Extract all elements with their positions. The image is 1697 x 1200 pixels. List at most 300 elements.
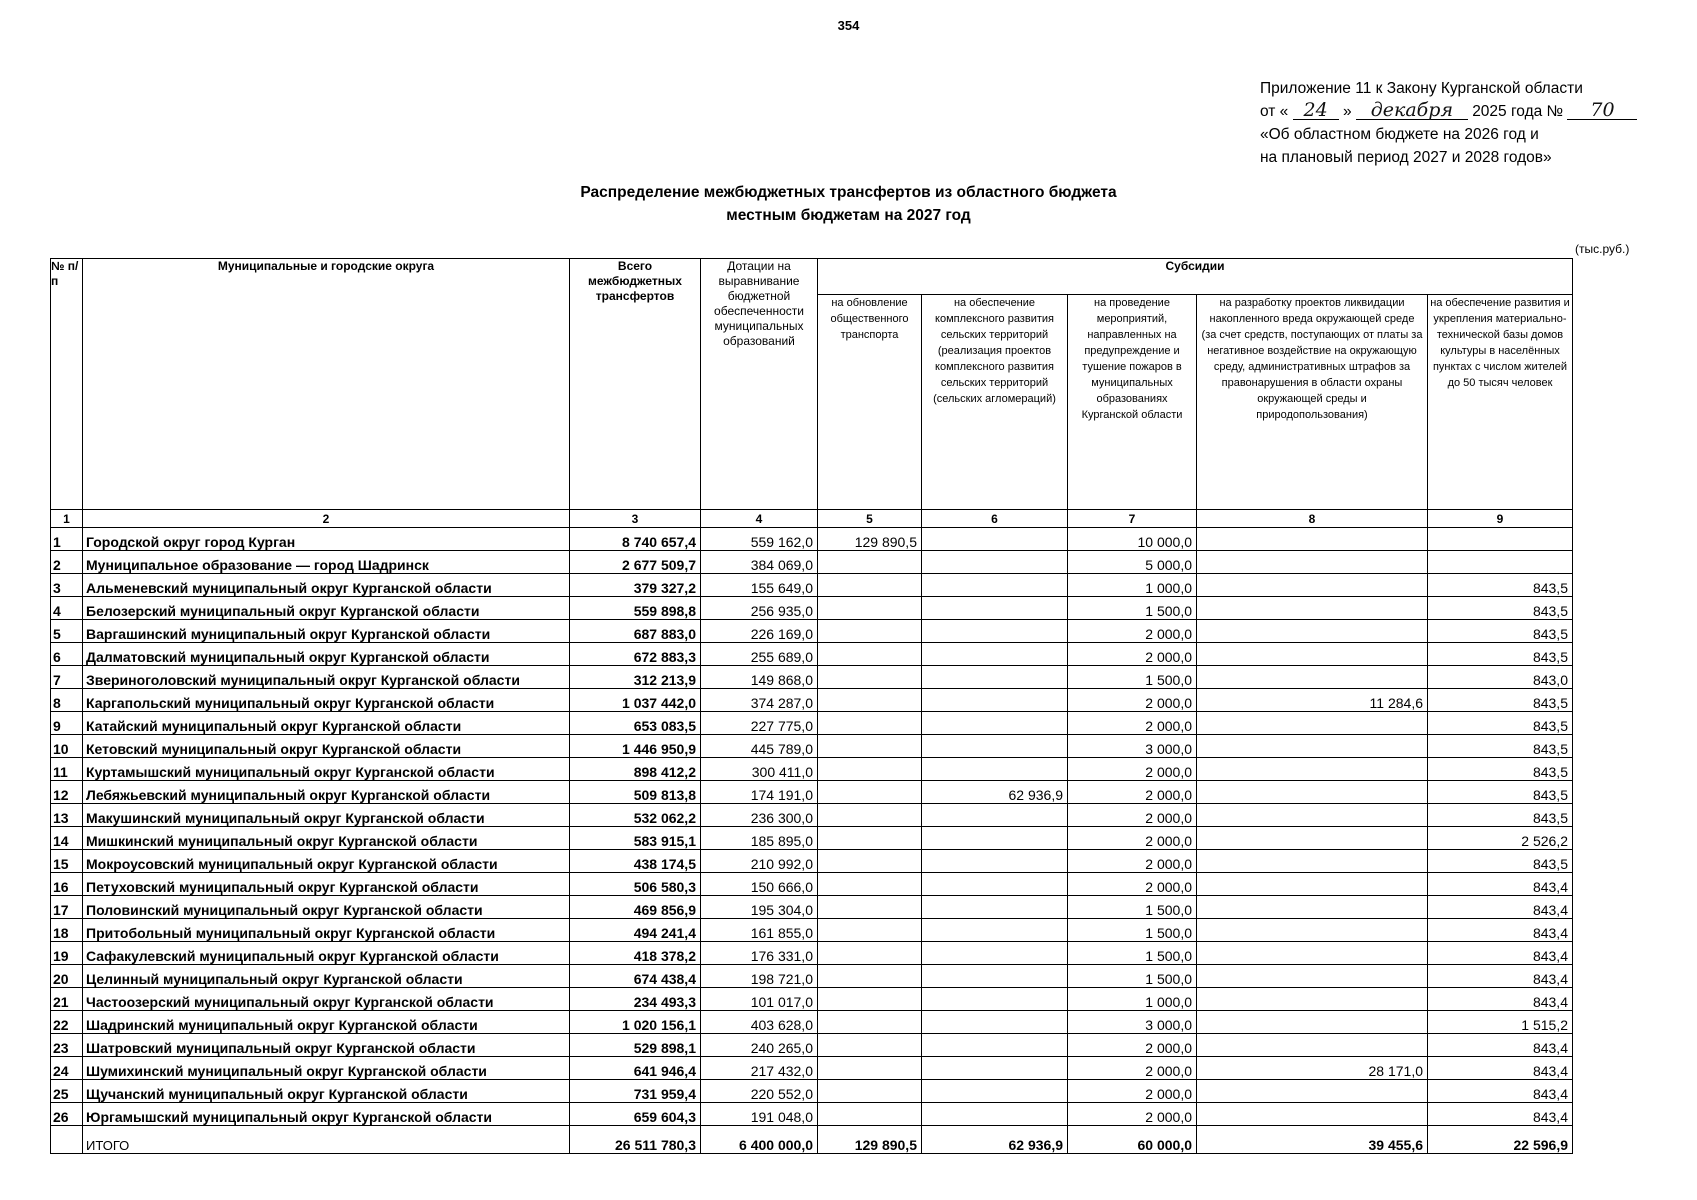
subsidy-rural-cell xyxy=(922,666,1068,689)
subsidy-environment-cell xyxy=(1197,781,1428,804)
row-number: 16 xyxy=(51,873,83,896)
subsidy-rural-cell xyxy=(922,712,1068,735)
subsidy-rural-cell xyxy=(922,919,1068,942)
table-row xyxy=(51,804,1573,827)
municipality-name: Половинский муниципальный округ Курганской области xyxy=(83,896,570,919)
table-row xyxy=(51,1080,1573,1103)
subsidy-rural-cell xyxy=(922,804,1068,827)
table-row xyxy=(51,689,1573,712)
subsidy-culture-cell: 843,5 xyxy=(1428,689,1573,712)
table-row xyxy=(51,574,1573,597)
subsidy-culture-cell: 843,5 xyxy=(1428,850,1573,873)
municipality-name: Притобольный муниципальный округ Курганской области xyxy=(83,919,570,942)
column-number: 3 xyxy=(570,510,701,528)
subsidy-culture-cell: 843,4 xyxy=(1428,896,1573,919)
row-number: 9 xyxy=(51,712,83,735)
row-number: 3 xyxy=(51,574,83,597)
municipality-name: Лебяжьевский муниципальный округ Курганской области xyxy=(83,781,570,804)
total-transfers-cell: 379 327,2 xyxy=(570,574,701,597)
subsidy-environment-cell xyxy=(1197,620,1428,643)
subsidy-fire-cell: 2 000,0 xyxy=(1068,643,1197,666)
municipality-name: Мокроусовский муниципальный округ Курганской области xyxy=(83,850,570,873)
dotation-cell: 149 868,0 xyxy=(701,666,818,689)
dotation-cell: 236 300,0 xyxy=(701,804,818,827)
table-row xyxy=(51,643,1573,666)
total-dotation-cell: 6 400 000,0 xyxy=(701,1126,818,1154)
total-s7-cell: 60 000,0 xyxy=(1068,1126,1197,1154)
dotation-cell: 227 775,0 xyxy=(701,712,818,735)
row-number: 22 xyxy=(51,1011,83,1034)
subsidy-environment-cell xyxy=(1197,988,1428,1011)
handwritten-law-number: 70 xyxy=(1567,101,1637,120)
total-transfers-cell: 529 898,1 xyxy=(570,1034,701,1057)
subsidy-transport-cell xyxy=(818,735,922,758)
total-transfers-cell: 469 856,9 xyxy=(570,896,701,919)
subsidy-fire-cell: 2 000,0 xyxy=(1068,1034,1197,1057)
subsidy-environment-cell xyxy=(1197,643,1428,666)
dotation-cell: 374 287,0 xyxy=(701,689,818,712)
total-transfers-cell: 506 580,3 xyxy=(570,873,701,896)
subsidy-fire-cell: 1 500,0 xyxy=(1068,965,1197,988)
total-s5-cell: 129 890,5 xyxy=(818,1126,922,1154)
subsidy-environment-cell xyxy=(1197,827,1428,850)
municipality-name: Целинный муниципальный округ Курганской области xyxy=(83,965,570,988)
total-transfers-cell: 234 493,3 xyxy=(570,988,701,1011)
total-s8-cell: 39 455,6 xyxy=(1197,1126,1428,1154)
table-row xyxy=(51,1103,1573,1126)
table-row xyxy=(51,712,1573,735)
dotation-cell: 195 304,0 xyxy=(701,896,818,919)
dotation-cell: 198 721,0 xyxy=(701,965,818,988)
subsidy-transport-cell xyxy=(818,1103,922,1126)
table-body xyxy=(51,510,1573,1126)
subsidy-transport-cell xyxy=(818,1080,922,1103)
appendix-line-1: Приложение 11 к Закону Курганской области xyxy=(1260,80,1583,97)
date-mid: » xyxy=(1342,103,1352,120)
total-transfers-cell: 641 946,4 xyxy=(570,1057,701,1080)
subsidy-fire-cell: 2 000,0 xyxy=(1068,850,1197,873)
subsidy-transport-cell xyxy=(818,1034,922,1057)
dotation-cell: 155 649,0 xyxy=(701,574,818,597)
appendix-line-4: на плановый период 2027 и 2028 годов» xyxy=(1260,149,1552,166)
title-line-2: местным бюджетам на 2027 год xyxy=(726,207,971,224)
row-number: 25 xyxy=(51,1080,83,1103)
column-number: 7 xyxy=(1068,510,1197,528)
municipality-name: Каргапольский муниципальный округ Курганской области xyxy=(83,689,570,712)
header-subsidy-transport: на обновление общественного транспорта xyxy=(818,295,922,510)
municipality-name: Частоозерский муниципальный округ Курганской области xyxy=(83,988,570,1011)
subsidy-rural-cell xyxy=(922,873,1068,896)
table-row xyxy=(51,758,1573,781)
total-transfers-cell: 1 020 156,1 xyxy=(570,1011,701,1034)
total-transfers-cell: 731 959,4 xyxy=(570,1080,701,1103)
subsidy-fire-cell: 2 000,0 xyxy=(1068,1103,1197,1126)
row-number: 12 xyxy=(51,781,83,804)
subsidy-fire-cell: 2 000,0 xyxy=(1068,827,1197,850)
table-row xyxy=(51,620,1573,643)
municipality-name: Петуховский муниципальный округ Курганской области xyxy=(83,873,570,896)
municipality-name: Шумихинский муниципальный округ Курганской области xyxy=(83,1057,570,1080)
total-transfers-cell: 559 898,8 xyxy=(570,597,701,620)
total-transfers-cell: 674 438,4 xyxy=(570,965,701,988)
subsidy-environment-cell xyxy=(1197,758,1428,781)
total-transfers-cell: 659 604,3 xyxy=(570,1103,701,1126)
subsidy-transport-cell xyxy=(818,1011,922,1034)
dotation-cell: 255 689,0 xyxy=(701,643,818,666)
table-row xyxy=(51,919,1573,942)
subsidy-environment-cell xyxy=(1197,896,1428,919)
document-title xyxy=(0,181,1697,227)
row-number: 13 xyxy=(51,804,83,827)
total-transfers-cell: 2 677 509,7 xyxy=(570,551,701,574)
handwritten-month: декабря xyxy=(1356,101,1468,120)
header-num: № п/п xyxy=(51,259,83,510)
subsidy-culture-cell: 843,4 xyxy=(1428,965,1573,988)
subsidy-culture-cell: 843,5 xyxy=(1428,712,1573,735)
table-row xyxy=(51,942,1573,965)
municipality-name: Куртамышский муниципальный округ Курганской области xyxy=(83,758,570,781)
row-number: 20 xyxy=(51,965,83,988)
dotation-cell: 161 855,0 xyxy=(701,919,818,942)
municipality-name: Белозерский муниципальный округ Курганской области xyxy=(83,597,570,620)
row-number: 26 xyxy=(51,1103,83,1126)
subsidy-rural-cell xyxy=(922,735,1068,758)
header-subsidies: Субсидии xyxy=(818,259,1573,295)
total-transfers-cell: 418 378,2 xyxy=(570,942,701,965)
subsidy-transport-cell xyxy=(818,597,922,620)
title-line-1: Распределение межбюджетных трансфертов из областного бюджета xyxy=(580,184,1117,201)
subsidy-fire-cell: 2 000,0 xyxy=(1068,804,1197,827)
table-row xyxy=(51,1034,1573,1057)
subsidy-rural-cell xyxy=(922,1011,1068,1034)
subsidy-culture-cell: 843,4 xyxy=(1428,1057,1573,1080)
subsidy-rural-cell xyxy=(922,942,1068,965)
subsidy-culture-cell: 843,5 xyxy=(1428,804,1573,827)
subsidy-fire-cell: 2 000,0 xyxy=(1068,781,1197,804)
subsidy-transport-cell xyxy=(818,827,922,850)
subsidy-fire-cell: 1 500,0 xyxy=(1068,597,1197,620)
municipality-name: Шадринский муниципальный округ Курганской области xyxy=(83,1011,570,1034)
subsidy-culture-cell: 843,4 xyxy=(1428,1103,1573,1126)
total-transfers-cell: 509 813,8 xyxy=(570,781,701,804)
total-transfers-cell: 672 883,3 xyxy=(570,643,701,666)
subsidy-transport-cell xyxy=(818,942,922,965)
row-number: 24 xyxy=(51,1057,83,1080)
subsidy-environment-cell xyxy=(1197,873,1428,896)
total-total-cell: 26 511 780,3 xyxy=(570,1126,701,1154)
subsidy-culture-cell: 843,5 xyxy=(1428,643,1573,666)
municipality-name: Варгашинский муниципальный округ Курганской области xyxy=(83,620,570,643)
total-row xyxy=(51,1126,1573,1154)
subsidy-fire-cell: 1 500,0 xyxy=(1068,942,1197,965)
municipality-name: Сафакулевский муниципальный округ Курганской области xyxy=(83,942,570,965)
date-prefix: от « xyxy=(1260,103,1289,120)
unit-label: (тыс.руб.) xyxy=(1575,242,1630,256)
subsidy-fire-cell: 1 500,0 xyxy=(1068,666,1197,689)
subsidy-fire-cell: 2 000,0 xyxy=(1068,873,1197,896)
subsidy-fire-cell: 2 000,0 xyxy=(1068,712,1197,735)
table-row xyxy=(51,597,1573,620)
subsidy-rural-cell xyxy=(922,1080,1068,1103)
subsidy-culture-cell: 843,4 xyxy=(1428,1034,1573,1057)
subsidy-fire-cell: 2 000,0 xyxy=(1068,1057,1197,1080)
row-number: 7 xyxy=(51,666,83,689)
municipality-name: Мишкинский муниципальный округ Курганской области xyxy=(83,827,570,850)
table-row xyxy=(51,666,1573,689)
row-number: 1 xyxy=(51,528,83,551)
dotation-cell: 220 552,0 xyxy=(701,1080,818,1103)
subsidy-fire-cell: 3 000,0 xyxy=(1068,735,1197,758)
subsidy-environment-cell xyxy=(1197,528,1428,551)
subsidy-culture-cell xyxy=(1428,528,1573,551)
subsidy-rural-cell: 62 936,9 xyxy=(922,781,1068,804)
header-name: Муниципальные и городские округа xyxy=(83,259,570,510)
dotation-cell: 559 162,0 xyxy=(701,528,818,551)
total-transfers-cell: 1 037 442,0 xyxy=(570,689,701,712)
subsidy-culture-cell: 843,5 xyxy=(1428,758,1573,781)
subsidy-culture-cell: 843,5 xyxy=(1428,781,1573,804)
municipality-name: Макушинский муниципальный округ Курганской области xyxy=(83,804,570,827)
subsidy-rural-cell xyxy=(922,620,1068,643)
subsidy-rural-cell xyxy=(922,827,1068,850)
total-transfers-cell: 494 241,4 xyxy=(570,919,701,942)
subsidy-environment-cell xyxy=(1197,735,1428,758)
subsidy-transport-cell: 129 890,5 xyxy=(818,528,922,551)
subsidy-rural-cell xyxy=(922,643,1068,666)
subsidy-rural-cell xyxy=(922,597,1068,620)
dotation-cell: 101 017,0 xyxy=(701,988,818,1011)
subsidy-rural-cell xyxy=(922,1034,1068,1057)
total-label: ИТОГО xyxy=(83,1126,570,1154)
subsidy-environment-cell xyxy=(1197,1103,1428,1126)
subsidy-transport-cell xyxy=(818,620,922,643)
subsidy-environment-cell xyxy=(1197,942,1428,965)
dotation-cell: 403 628,0 xyxy=(701,1011,818,1034)
subsidy-fire-cell: 1 000,0 xyxy=(1068,574,1197,597)
table-row xyxy=(51,781,1573,804)
subsidy-transport-cell xyxy=(818,666,922,689)
subsidy-environment-cell: 11 284,6 xyxy=(1197,689,1428,712)
subsidy-transport-cell xyxy=(818,1057,922,1080)
table-row xyxy=(51,873,1573,896)
row-number: 6 xyxy=(51,643,83,666)
table-row xyxy=(51,528,1573,551)
subsidy-culture-cell: 843,5 xyxy=(1428,597,1573,620)
subsidy-environment-cell xyxy=(1197,1011,1428,1034)
appendix-date-line xyxy=(1260,100,1637,123)
subsidy-rural-cell xyxy=(922,689,1068,712)
row-number: 11 xyxy=(51,758,83,781)
subsidy-fire-cell: 2 000,0 xyxy=(1068,1080,1197,1103)
municipality-name: Городской округ город Курган xyxy=(83,528,570,551)
subsidy-fire-cell: 1 500,0 xyxy=(1068,896,1197,919)
subsidy-transport-cell xyxy=(818,551,922,574)
subsidy-fire-cell: 3 000,0 xyxy=(1068,1011,1197,1034)
subsidy-environment-cell xyxy=(1197,919,1428,942)
subsidy-culture-cell: 2 526,2 xyxy=(1428,827,1573,850)
column-number: 1 xyxy=(51,510,83,528)
column-number: 4 xyxy=(701,510,818,528)
subsidy-environment-cell: 28 171,0 xyxy=(1197,1057,1428,1080)
subsidy-transport-cell xyxy=(818,873,922,896)
column-number: 8 xyxy=(1197,510,1428,528)
subsidy-fire-cell: 5 000,0 xyxy=(1068,551,1197,574)
row-number: 2 xyxy=(51,551,83,574)
total-transfers-cell: 687 883,0 xyxy=(570,620,701,643)
total-transfers-cell: 532 062,2 xyxy=(570,804,701,827)
dotation-cell: 210 992,0 xyxy=(701,850,818,873)
subsidy-culture-cell: 843,5 xyxy=(1428,735,1573,758)
municipality-name: Альменевский муниципальный округ Курганской области xyxy=(83,574,570,597)
municipality-name: Катайский муниципальный округ Курганской области xyxy=(83,712,570,735)
row-number: 15 xyxy=(51,850,83,873)
subsidy-fire-cell: 2 000,0 xyxy=(1068,620,1197,643)
subsidy-culture-cell: 843,4 xyxy=(1428,942,1573,965)
subsidy-transport-cell xyxy=(818,804,922,827)
subsidy-environment-cell xyxy=(1197,666,1428,689)
dotation-cell: 256 935,0 xyxy=(701,597,818,620)
subsidy-rural-cell xyxy=(922,965,1068,988)
total-num-cell xyxy=(51,1126,83,1154)
total-transfers-cell: 583 915,1 xyxy=(570,827,701,850)
table-row xyxy=(51,988,1573,1011)
municipality-name: Звериноголовский муниципальный округ Курганской области xyxy=(83,666,570,689)
page-number: 354 xyxy=(837,18,860,33)
subsidy-culture-cell: 843,4 xyxy=(1428,873,1573,896)
total-transfers-cell: 1 446 950,9 xyxy=(570,735,701,758)
row-number: 5 xyxy=(51,620,83,643)
date-suffix: 2025 года № xyxy=(1472,103,1564,120)
dotation-cell: 174 191,0 xyxy=(701,781,818,804)
header-subsidy-culture: на обеспечение развития и укрепления материально-технической базы домов культуры в населённых пунктах с числом жителей до 50 тысяч человек xyxy=(1428,295,1573,510)
subsidy-rural-cell xyxy=(922,988,1068,1011)
subsidy-culture-cell: 843,5 xyxy=(1428,620,1573,643)
subsidy-environment-cell xyxy=(1197,804,1428,827)
subsidy-transport-cell xyxy=(818,712,922,735)
subsidy-environment-cell xyxy=(1197,574,1428,597)
column-number: 2 xyxy=(83,510,570,528)
total-s6-cell: 62 936,9 xyxy=(922,1126,1068,1154)
subsidy-fire-cell: 1 000,0 xyxy=(1068,988,1197,1011)
subsidy-culture-cell: 843,5 xyxy=(1428,574,1573,597)
subsidy-environment-cell xyxy=(1197,1080,1428,1103)
total-transfers-cell: 312 213,9 xyxy=(570,666,701,689)
row-number: 4 xyxy=(51,597,83,620)
municipality-name: Муниципальное образование — город Шадринск xyxy=(83,551,570,574)
subsidy-rural-cell xyxy=(922,1057,1068,1080)
row-number: 21 xyxy=(51,988,83,1011)
total-s9-cell: 22 596,9 xyxy=(1428,1126,1573,1154)
row-number: 10 xyxy=(51,735,83,758)
subsidy-transport-cell xyxy=(818,988,922,1011)
dotation-cell: 384 069,0 xyxy=(701,551,818,574)
municipality-name: Щучанский муниципальный округ Курганской области xyxy=(83,1080,570,1103)
column-number-row xyxy=(51,510,1573,528)
appendix-header xyxy=(1260,77,1637,169)
municipality-name: Далматовский муниципальный округ Курганской области xyxy=(83,643,570,666)
row-number: 19 xyxy=(51,942,83,965)
subsidy-rural-cell xyxy=(922,758,1068,781)
subsidy-rural-cell xyxy=(922,528,1068,551)
subsidy-environment-cell xyxy=(1197,850,1428,873)
subsidy-environment-cell xyxy=(1197,712,1428,735)
column-number: 6 xyxy=(922,510,1068,528)
subsidy-rural-cell xyxy=(922,850,1068,873)
transfers-table xyxy=(50,258,1573,1154)
subsidy-transport-cell xyxy=(818,689,922,712)
subsidy-culture-cell xyxy=(1428,551,1573,574)
subsidy-transport-cell xyxy=(818,896,922,919)
subsidy-transport-cell xyxy=(818,574,922,597)
municipality-name: Шатровский муниципальный округ Курганской области xyxy=(83,1034,570,1057)
dotation-cell: 226 169,0 xyxy=(701,620,818,643)
row-number: 23 xyxy=(51,1034,83,1057)
header-subsidy-fire: на проведение мероприятий, направленных на предупреждение и тушение пожаров в муниципальных образованиях Курганской области xyxy=(1068,295,1197,510)
header-total: Всего межбюджетных трансфертов xyxy=(570,259,701,510)
header-subsidy-environment: на разработку проектов ликвидации накопленного вреда окружающей среде (за счет средств, поступающих от платы за негативное воздействие на окружающую среду, административных штрафов за правонарушения в области охраны окружающей среды и природопользования) xyxy=(1197,295,1428,510)
dotation-cell: 300 411,0 xyxy=(701,758,818,781)
subsidy-fire-cell: 2 000,0 xyxy=(1068,689,1197,712)
table-row xyxy=(51,896,1573,919)
subsidy-fire-cell: 2 000,0 xyxy=(1068,758,1197,781)
subsidy-culture-cell: 843,4 xyxy=(1428,919,1573,942)
subsidy-culture-cell: 843,0 xyxy=(1428,666,1573,689)
table-row xyxy=(51,850,1573,873)
dotation-cell: 150 666,0 xyxy=(701,873,818,896)
subsidy-culture-cell: 1 515,2 xyxy=(1428,1011,1573,1034)
subsidy-environment-cell xyxy=(1197,1034,1428,1057)
table-row xyxy=(51,551,1573,574)
subsidy-rural-cell xyxy=(922,896,1068,919)
row-number: 14 xyxy=(51,827,83,850)
row-number: 18 xyxy=(51,919,83,942)
subsidy-environment-cell xyxy=(1197,597,1428,620)
table-row xyxy=(51,827,1573,850)
subsidy-transport-cell xyxy=(818,965,922,988)
total-transfers-cell: 8 740 657,4 xyxy=(570,528,701,551)
appendix-line-3: «Об областном бюджете на 2026 год и xyxy=(1260,126,1539,143)
subsidy-transport-cell xyxy=(818,758,922,781)
header-subsidy-rural: на обеспечение комплексного развития сельских территорий (реализация проектов комплексного развития сельских территорий (сельских агломераций) xyxy=(922,295,1068,510)
table-row xyxy=(51,1011,1573,1034)
dotation-cell: 217 432,0 xyxy=(701,1057,818,1080)
table-row xyxy=(51,735,1573,758)
subsidy-culture-cell: 843,4 xyxy=(1428,988,1573,1011)
municipality-name: Кетовский муниципальный округ Курганской области xyxy=(83,735,570,758)
dotation-cell: 240 265,0 xyxy=(701,1034,818,1057)
table-row xyxy=(51,965,1573,988)
subsidy-culture-cell: 843,4 xyxy=(1428,1080,1573,1103)
subsidy-rural-cell xyxy=(922,551,1068,574)
subsidy-rural-cell xyxy=(922,1103,1068,1126)
table-row xyxy=(51,1057,1573,1080)
total-transfers-cell: 898 412,2 xyxy=(570,758,701,781)
row-number: 17 xyxy=(51,896,83,919)
column-number: 9 xyxy=(1428,510,1573,528)
column-number: 5 xyxy=(818,510,922,528)
subsidy-transport-cell xyxy=(818,781,922,804)
total-transfers-cell: 438 174,5 xyxy=(570,850,701,873)
subsidy-environment-cell xyxy=(1197,965,1428,988)
subsidy-fire-cell: 1 500,0 xyxy=(1068,919,1197,942)
total-transfers-cell: 653 083,5 xyxy=(570,712,701,735)
handwritten-day: 24 xyxy=(1293,101,1339,120)
municipality-name: Юргамышский муниципальный округ Курганской области xyxy=(83,1103,570,1126)
subsidy-environment-cell xyxy=(1197,551,1428,574)
subsidy-transport-cell xyxy=(818,643,922,666)
dotation-cell: 445 789,0 xyxy=(701,735,818,758)
header-dotation: Дотации на выравнивание бюджетной обеспеченности муниципальных образований xyxy=(701,259,818,510)
